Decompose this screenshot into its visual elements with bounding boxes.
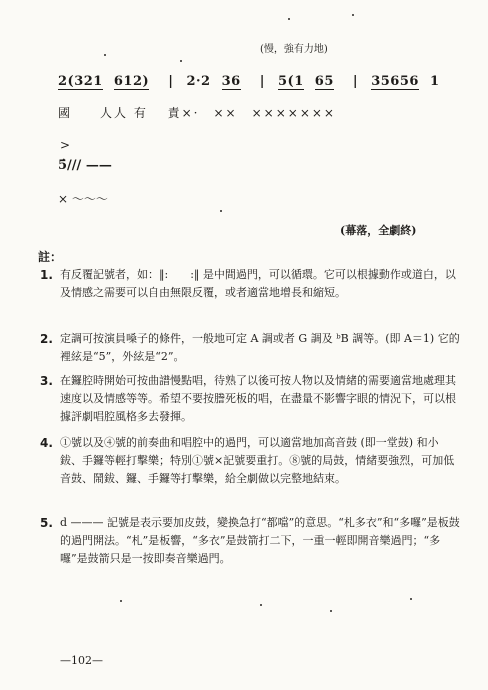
scan-speck	[330, 610, 332, 612]
scan-speck	[180, 60, 182, 62]
note-text: 有反覆記號者，如：‖: :‖ 是中間過門，可以循環。它可以根據動作或道白，以及情感之需要可以自由無限反覆，或者適當地增長和縮短。	[60, 268, 456, 299]
barline: |	[259, 74, 265, 89]
note-number: 1.	[40, 268, 53, 282]
scan-speck	[220, 210, 222, 212]
note-group: 36	[221, 74, 241, 89]
note-item	[40, 514, 460, 568]
note-number: 2.	[40, 332, 53, 346]
note-group: 1	[429, 74, 440, 89]
note-number: 5.	[40, 516, 53, 530]
barline: |	[352, 74, 359, 89]
note-text: ①號以及④號的前奏曲和唱腔中的過門，可以適當地加高音鼓 (即一堂鼓) 和小鈸、手鑼等輕打擊樂；特別①號×記號要重打。⑧號的局鼓，情緒要強烈，可加低音鼓、鬧鈸、鑼、手鑼等打擊樂，給全劇做以完整地結束。	[60, 436, 455, 485]
note-group: 65	[314, 74, 334, 89]
note-text: 在鑼腔時開始可按曲譜慢點唱，待熟了以後可按人物以及情緒的需要適當地處理其速度以及情感等等。希望不要按謄死板的唱，在盡量不影響字眼的情況下，可以根據評劇唱腔風格多去發揮。	[60, 374, 456, 423]
scan-speck	[288, 18, 290, 20]
note-item	[40, 372, 460, 426]
note-item	[40, 330, 460, 366]
note-number: 3.	[40, 374, 53, 388]
tempo-mark: (慢，強有力地)	[260, 44, 328, 55]
accent-mark: >	[60, 138, 71, 152]
notes-title: 註：	[38, 250, 63, 264]
note-group: 2(321	[58, 74, 103, 89]
barline: |	[168, 74, 174, 89]
note-number: 4.	[40, 436, 53, 450]
note-text: 定調可按演員嗓子的條件，一般地可定 A 調或者 G 調及 ᵇB 調等。(即 A＝1) 它的裡絃是“5”，外絃是“2”。	[60, 332, 460, 363]
note-item	[40, 266, 460, 302]
lyrics-line-2: × ～～～	[58, 192, 108, 206]
page-number: —102—	[60, 654, 103, 667]
note-group: 35656	[371, 74, 419, 89]
notation-line-1	[58, 74, 446, 90]
lyrics-line-1: 國 人人 有 責×· ×× ×××××××	[58, 106, 336, 120]
scan-speck	[352, 14, 354, 16]
scan-speck	[260, 604, 262, 606]
note-group: 2·2	[186, 74, 211, 89]
note-item	[40, 434, 460, 488]
notation-line-2: 5̇/// ——	[58, 158, 112, 173]
scan-speck	[104, 54, 106, 56]
note-group: 612)	[113, 74, 150, 89]
scan-speck	[120, 600, 122, 602]
note-group: 5(1	[278, 74, 304, 89]
note-text: d ——— 記號是表示要加皮鼓，變換急打“都噹”的意思。“札多衣”和“多囉”是板鼓的過門開法。“札”是板響，“多衣”是鼓箭打二下，一重一輕即開音樂過門；“多囉”是鼓箭只是一按即奏音樂過門。	[60, 516, 460, 565]
scan-speck	[410, 598, 412, 600]
stage-direction: (幕落，全劇終)	[340, 224, 417, 237]
